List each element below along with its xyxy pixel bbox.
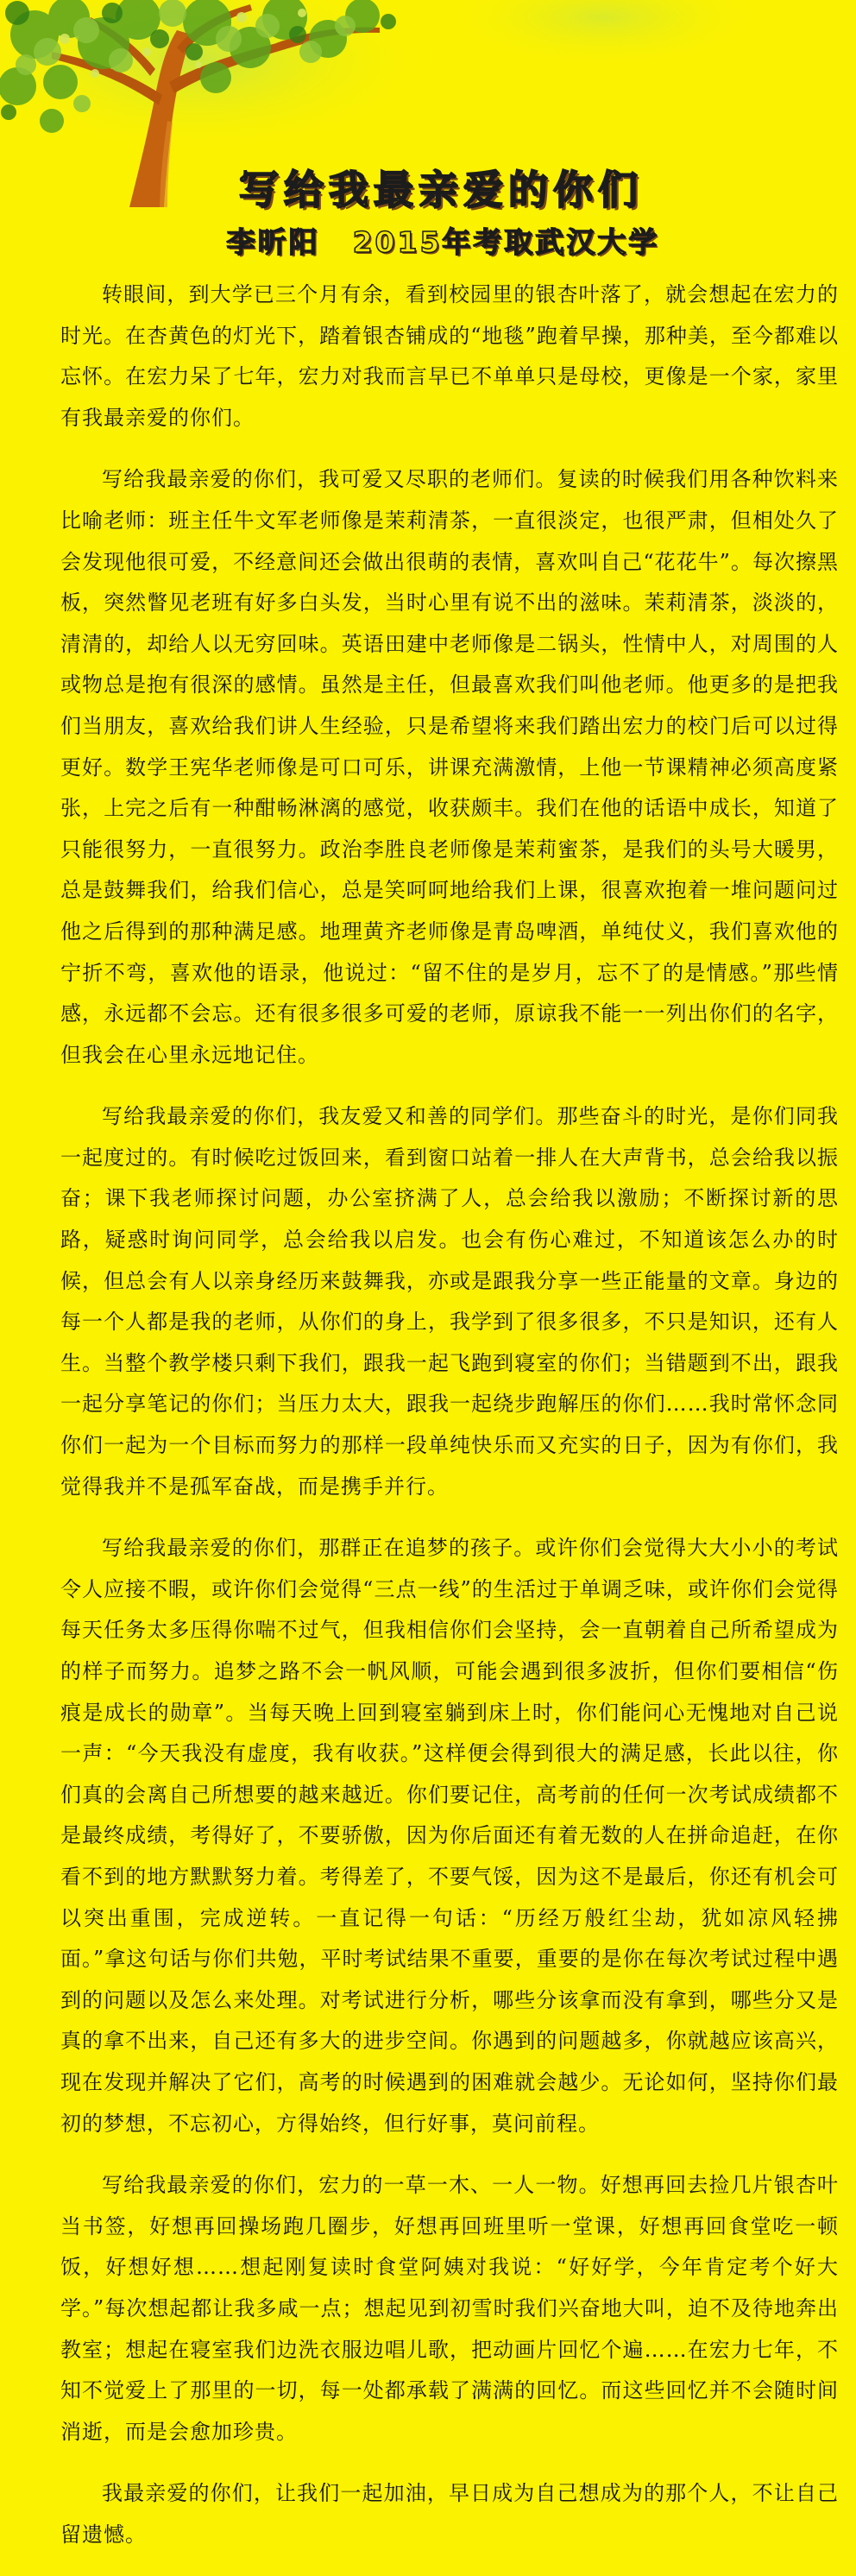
paragraph: 写给我最亲爱的你们，我可爱又尽职的老师们。复读的时候我们用各种饮料来比喻老师：班主任牛文军老师像是茉莉清茶，一直很淡定，也很严肃，但相处久了会发现他很可爱，不经意间还会做出很萌的表情，喜欢叫自己“花花牛”。每次擦黑板，突然瞥见老班有好多白头发，当时心里有说不出的滋味。茉莉清茶，淡淡的，清清的，却给人以无穷回味。英语田建中老师像是二锅头，性情中人，对周围的人或物总是抱有很深的感情。虽然是主任，但最喜欢我们叫他老师。他更多的是把我们当朋友，喜欢给我们讲人生经验，只是希望将来我们踏出宏力的校门后可以过得更好。数学王宪华老师像是可口可乐，讲课充满激情，上他一节课精神必须高度紧张，上完之后有一种酣畅淋漓的感觉，收获颇丰。我们在他的话语中成长，知道了只能很努力，一直很努力。政治李胜良老师像是茉莉蜜茶，是我们的头号大暖男，总是鼓舞我们，给我们信心，总是笑呵呵地给我们上课，很喜欢抱着一堆问题问过他之后得到的那种满足感。地理黄齐老师像是青岛啤酒，单纯仗义，我们喜欢他的宁折不弯，喜欢他的语录，他说过：“留不住的是岁月，忘不了的是情感。”那些情感，永远都不会忘。还有很多很多可爱的老师，原谅我不能一一列出你们的名字，但我会在心里永远地记住。 bbox=[60, 467, 839, 1067]
paragraph: 转眼间，到大学已三个月有余，看到校园里的银杏叶落了，就会想起在宏力的时光。在杏黄色的灯光下，踏着银杏铺成的“地毯”跑着早操，那种美，至今都难以忘怀。在宏力呆了七年，宏力对我而言早已不单单只是母校，更像是一个家，家里有我最亲爱的你们。 bbox=[60, 282, 839, 430]
paragraph: 写给我最亲爱的你们，那群正在追梦的孩子。或许你们会觉得大大小小的考试令人应接不暇，或许你们会觉得“三点一线”的生活过于单调乏味，或许你们会觉得每天任务太多压得你喘不过气，但我相信你们会坚持，会一直朝着自己所希望成为的样子而努力。追梦之路不会一帆风顺，可能会遇到很多波折，但你们要相信“伤痕是成长的勋章”。当每天晚上回到寝室躺到床上时，你们能问心无愧地对自己说一声：“今天我没有虚度，我有收获。”这样便会得到很大的满足感，长此以往，你们真的会离自己所想要的越来越近。你们要记住，高考前的任何一次考试成绩都不是最终成绩，考得好了，不要骄傲，因为你后面还有着无数的人在拼命追赶，在你看不到的地方默默努力着。考得差了，不要气馁，因为这不是最后，你还有机会可以突出重围，完成逆转。一直记得一句话：“历经万般红尘劫，犹如凉风轻拂面。”拿这句话与你们共勉，平时考试结果不重要，重要的是你在每次考试过程中遇到的问题以及怎么来处理。对考试进行分析，哪些分该拿而没有拿到，哪些分又是真的拿不出来，自己还有多大的进步空间。你遇到的问题越多，你就越应该高兴，现在发现并解决了它们，高考的时候遇到的困难就会越少。无论如何，坚持你们最初的梦想，不忘初心，方得始终，但行好事，莫问前程。 bbox=[60, 1536, 839, 2136]
page-title: 写给我最亲爱的你们 bbox=[239, 167, 643, 213]
paragraph: 写给我最亲爱的你们，我友爱又和善的同学们。那些奋斗的时光，是你们同我一起度过的。有时候吃过饭回来，看到窗口站着一排人在大声背书，总会给我以振奋；课下我老师探讨问题，办公室挤满了人，总会给我以激励；不断探讨新的思路，疑惑时询问同学，总会给我以启发。也会有伤心难过，不知道该怎么办的时候，但总会有人以亲身经历来鼓舞我，亦或是跟我分享一些正能量的文章。身边的每一个人都是我的老师，从你们的身上，我学到了很多很多，不只是知识，还有人生。当整个教学楼只剩下我们，跟我一起飞跑到寝室的你们；当错题到不出，跟我一起分享笔记的你们；当压力太大，跟我一起绕步跑解压的你们……我时常怀念同你们一起为一个目标而努力的那样一段单纯快乐而又充实的日子，因为有你们，我觉得我并不是孤军奋战，而是携手并行。 bbox=[60, 1104, 839, 1499]
paragraph: 我最亲爱的你们，让我们一起加油，早日成为自己想成为的那个人，不让自己留遗憾。 bbox=[60, 2481, 839, 2547]
author-name: 李昕阳 bbox=[226, 225, 320, 259]
letter-body bbox=[60, 275, 839, 2576]
paragraph: 写给我最亲爱的你们，宏力的一草一木、一人一物。好想再回去捡几片银杏叶当书签，好想再回操场跑几圈步，好想再回班里听一堂课，好想再回食堂吃一顿饭，好想好想……想起刚复读时食堂阿姨对我说：“好好学，今年肯定考个好大学。”每次想起都让我多咸一点；想起见到初雪时我们兴奋地大叫，迫不及待地奔出教室；想起在寝室我们边洗衣服边唱儿歌，把动画片回忆个遍……在宏力七年，不知不觉爱上了那里的一切，每一处都承载了满满的回忆。而这些回忆并不会随时间消逝，而是会愈加珍贵。 bbox=[60, 2173, 839, 2444]
byline bbox=[30, 223, 856, 262]
author-note: 2015年考取武汉大学 bbox=[352, 225, 660, 259]
header bbox=[0, 164, 856, 262]
